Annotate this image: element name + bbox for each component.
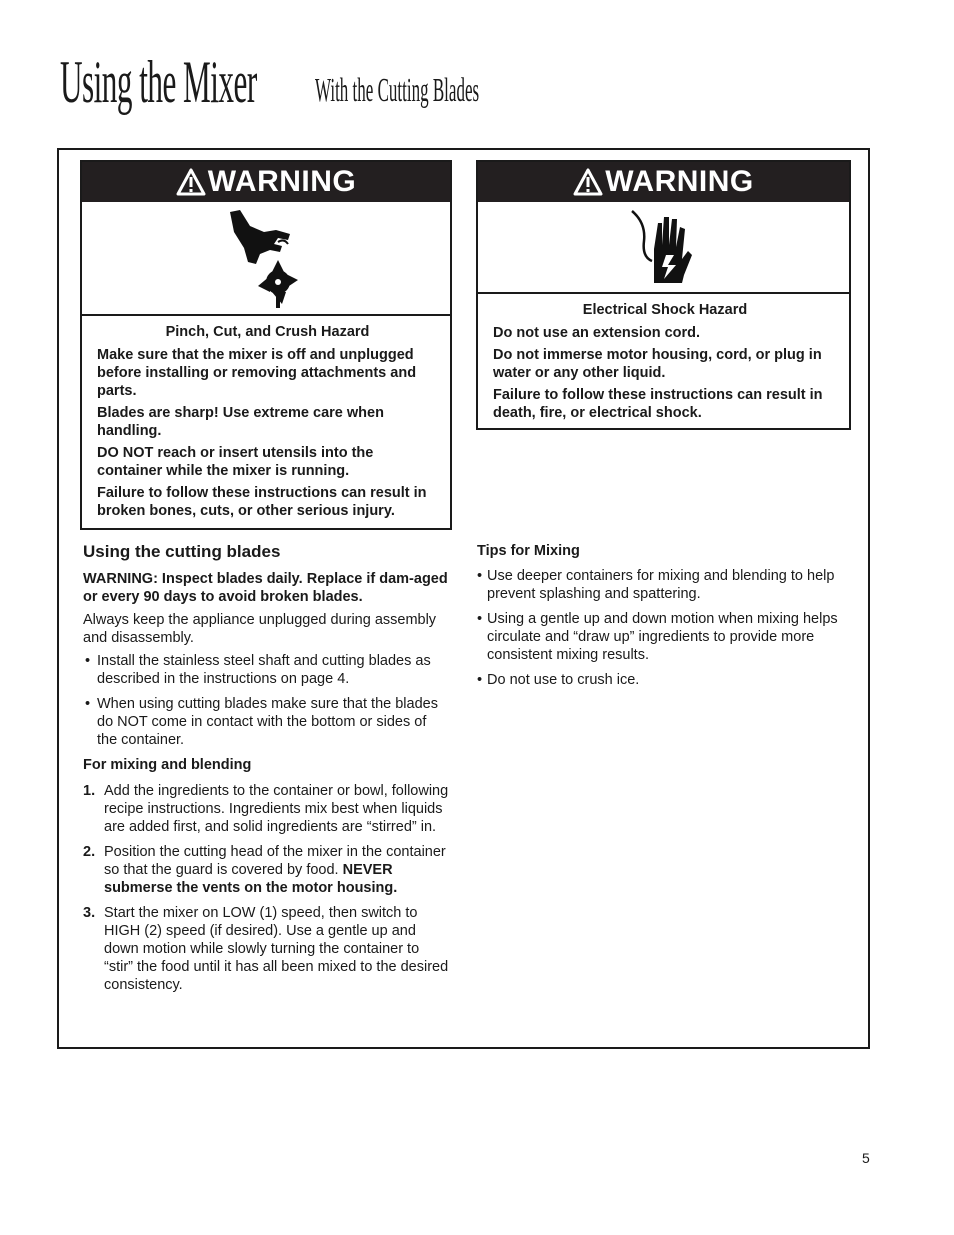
section-heading: Using the cutting blades xyxy=(83,542,281,561)
list-item xyxy=(477,567,852,603)
tips-heading: Tips for Mixing xyxy=(477,543,580,559)
blade-inspection-warning: WARNING: Inspect blades daily. Replace if dam-aged or every 90 days to avoid broken blades. xyxy=(83,571,448,605)
warning-line: Blades are sharp! Use extreme care when handling. xyxy=(97,405,384,439)
warning-triangle-icon xyxy=(573,168,603,196)
page-title-sub: With the Cutting Blades xyxy=(315,72,480,109)
warning-text xyxy=(82,316,450,532)
step-number: 1. xyxy=(83,783,96,799)
list-item xyxy=(477,610,852,664)
step-number: 3. xyxy=(83,905,96,921)
step-bold-note: NEVER submerse the vents on the motor housing. xyxy=(104,862,398,896)
subheading: For mixing and blending xyxy=(83,757,252,773)
hazard-title: Pinch, Cut, and Crush Hazard xyxy=(165,324,370,340)
list-item-text: Using a gentle up and down motion when mixing helps circulate and “draw up” ingredients to provide more consistent mixing results. xyxy=(487,611,838,663)
hazard-title: Electrical Shock Hazard xyxy=(582,302,748,318)
pinch-hazard-warning xyxy=(80,160,452,530)
intro-text: Always keep the appliance unplugged during assembly and disassembly. xyxy=(83,612,437,646)
electrical-shock-warning xyxy=(476,160,851,430)
hazard-image xyxy=(82,202,450,316)
electric-shock-hand-icon xyxy=(624,205,704,289)
list-item-text: When using cutting blades make sure that the blades do NOT come in contact with the bottom or sides of the container. xyxy=(97,696,438,748)
page-number: 5 xyxy=(862,1150,870,1166)
bullet-marker: • xyxy=(477,611,483,627)
page-title-main: Using the Mixer xyxy=(60,49,257,115)
warning-text xyxy=(478,294,849,434)
warning-line: Make sure that the mixer is off and unplugged before installing or removing attachments and parts. xyxy=(97,347,417,399)
step-number: 2. xyxy=(83,844,96,860)
step-item xyxy=(83,843,449,897)
list-item-text: Do not use to crush ice. xyxy=(487,672,640,688)
warning-line: Failure to follow these instructions can result in death, fire, or electrical shock. xyxy=(493,387,823,421)
list-item xyxy=(477,671,852,689)
warning-label: WARNING xyxy=(207,165,357,198)
tips-section xyxy=(477,542,852,696)
warning-header xyxy=(82,162,450,202)
bullet-marker: • xyxy=(477,568,483,584)
warning-line: DO NOT reach or insert utensils into the container while the mixer is running. xyxy=(97,445,374,479)
warning-line: Failure to follow these instructions can result in broken bones, cuts, or other serious injury. xyxy=(97,485,427,519)
cutting-blades-section xyxy=(83,542,449,1001)
list-item xyxy=(83,695,449,749)
list-item xyxy=(83,652,449,688)
step-item xyxy=(83,904,449,994)
warning-line: Do not use an extension cord. xyxy=(493,325,701,341)
list-item-text: Install the stainless steel shaft and cutting blades as described in the instructions on page 4. xyxy=(97,653,431,687)
page-title xyxy=(60,49,480,115)
hazard-image xyxy=(478,202,849,294)
hand-blade-hazard-icon xyxy=(216,206,316,310)
warning-label: WARNING xyxy=(605,165,754,198)
bullet-marker: • xyxy=(85,653,91,669)
warning-header xyxy=(478,162,849,202)
step-text: Position the cutting head of the mixer in the container so that the guard is covered by food. xyxy=(104,844,446,878)
list-item-text: Use deeper containers for mixing and blending to help prevent splashing and spattering. xyxy=(487,568,835,602)
step-item xyxy=(83,782,449,836)
warning-line: Do not immerse motor housing, cord, or plug in water or any other liquid. xyxy=(493,347,822,381)
bullet-marker: • xyxy=(85,696,91,712)
bullet-marker: • xyxy=(477,672,483,688)
step-text: Add the ingredients to the container or bowl, following recipe instructions. Ingredients mix best when liquids are added first, and solid ingredients are “stirred” in. xyxy=(104,783,449,835)
warning-triangle-icon xyxy=(176,168,206,196)
step-text: Start the mixer on LOW (1) speed, then switch to HIGH (2) speed (if desired). Use a gentle up and down motion while slowly turning the container to “stir” the food until it has all been mixed to the desired consistency. xyxy=(104,905,449,993)
